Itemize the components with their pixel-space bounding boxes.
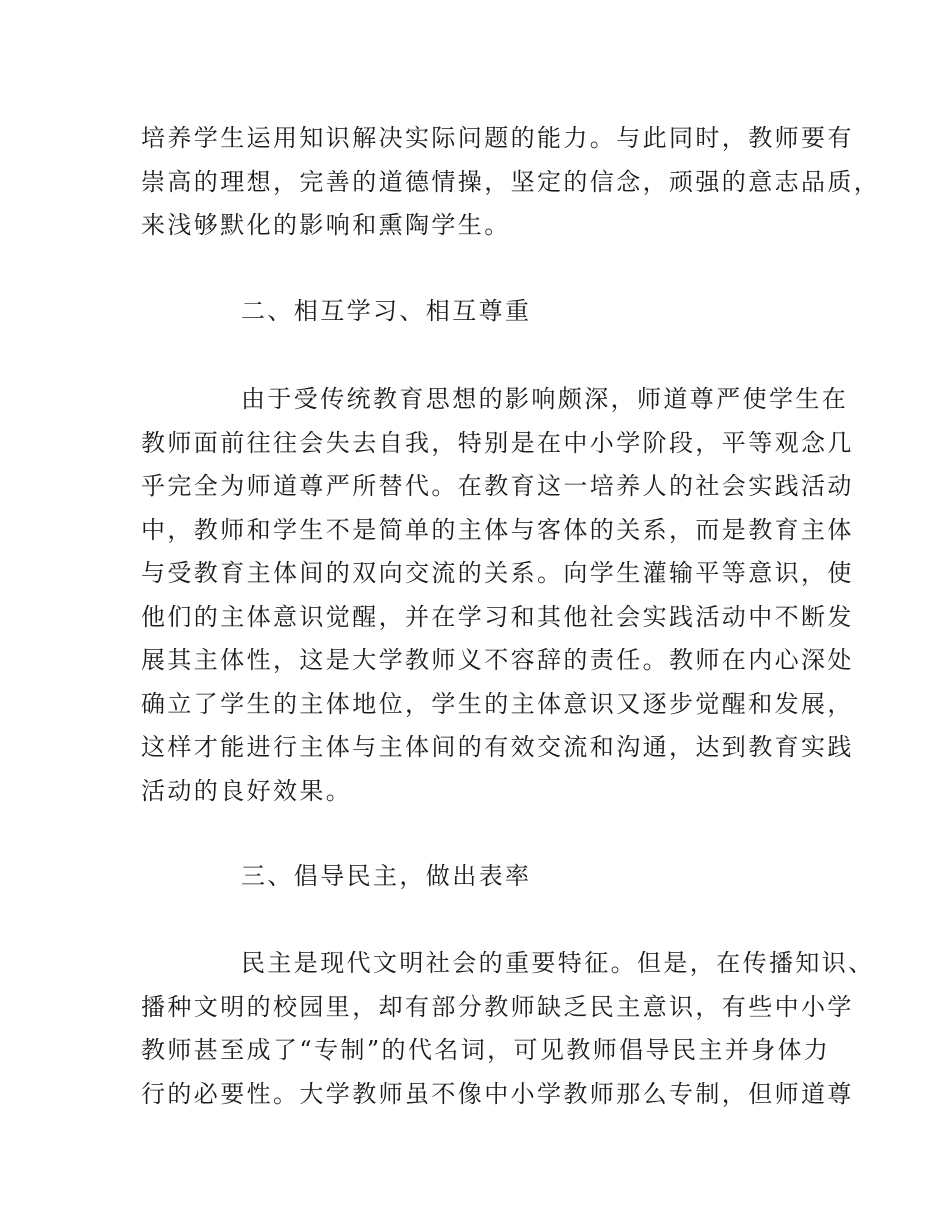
text-line: 乎完全为师道尊严所替代。在教育这一培养人的社会实践活动 bbox=[141, 472, 854, 500]
section-heading-mutual-learning: 二、相互学习、相互尊重 bbox=[241, 297, 532, 325]
section-heading-democracy: 三、倡导民主，做出表率 bbox=[241, 862, 532, 890]
text-line: 活动的良好效果。 bbox=[141, 776, 353, 805]
text-line: 培养学生运用知识解决实际问题的能力。与此同时，教师要有 bbox=[141, 124, 854, 152]
text-line: 由于受传统教育思想的影响颇深，师道尊严使学生在 bbox=[241, 385, 849, 413]
text-line: 民主是现代文明社会的重要特征。但是，在传播知识、 bbox=[241, 949, 875, 977]
text-line: 确立了学生的主体地位，学生的主体意识又逐步觉醒和发展， bbox=[141, 689, 854, 718]
text-line: 行的必要性。大学教师虽不像中小学教师那么专制，但师道尊 bbox=[141, 1079, 854, 1108]
text-line: 这样才能进行主体与主体间的有效交流和沟通，达到教育实践 bbox=[141, 733, 854, 761]
paragraph-ability bbox=[141, 117, 881, 248]
text-line: 教师面前往往会失去自我，特别是在中小学阶段，平等观念几 bbox=[141, 428, 854, 457]
text-line: 中，教师和学生不是简单的主体与客体的关系，而是教育主体 bbox=[141, 515, 854, 544]
text-line: 教师甚至成了“专制”的代名词，可见教师倡导民主并身体力 bbox=[141, 1036, 831, 1064]
text-line: 来浅够默化的影响和熏陶学生。 bbox=[141, 211, 511, 239]
text-line: 他们的主体意识觉醒，并在学习和其他社会实践活动中不断发 bbox=[141, 602, 854, 631]
paragraph-democracy bbox=[141, 942, 875, 1116]
text-line: 播种文明的校园里，却有部分教师缺乏民主意识，有些中小学 bbox=[141, 992, 854, 1021]
paragraph-mutual-respect bbox=[141, 378, 854, 813]
text-line: 展其主体性，这是大学教师义不容辞的责任。教师在内心深处 bbox=[141, 646, 854, 674]
text-line: 与受教育主体间的双向交流的关系。向学生灌输平等意识，使 bbox=[141, 559, 854, 587]
text-line: 崇高的理想，完善的道德情操，坚定的信念，顽强的意志品质， bbox=[141, 167, 881, 196]
